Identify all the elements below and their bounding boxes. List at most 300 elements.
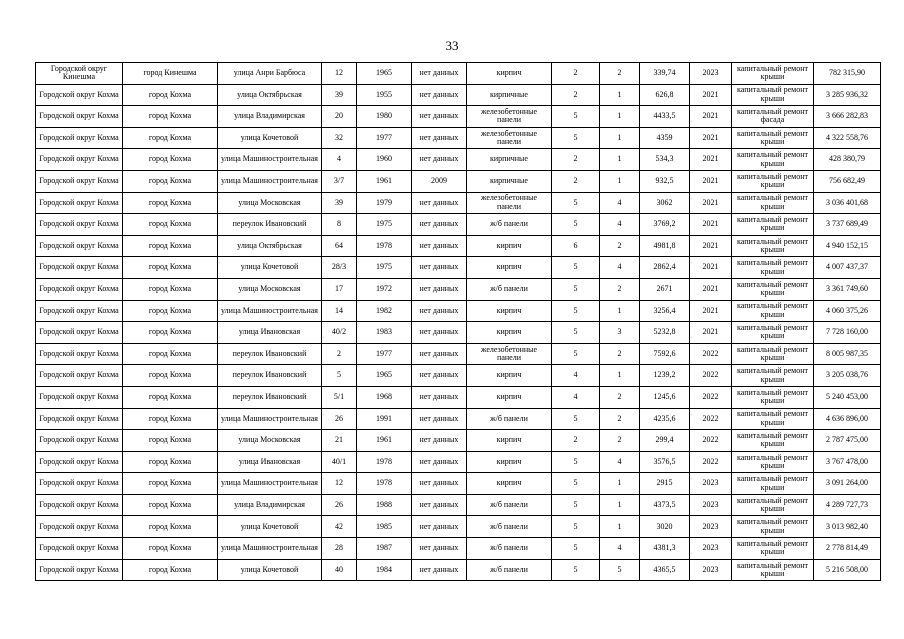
floors-cell: 5: [552, 127, 600, 149]
street-cell: улица Ивановская: [218, 451, 322, 473]
plan-year-cell: 2021: [690, 300, 732, 322]
municipality-cell: Городской округ Кинешма: [36, 63, 123, 85]
wall-material-cell: кирпич: [467, 365, 552, 387]
repair-type-cell: капитальный ремонт крыши: [732, 538, 814, 560]
locality-cell: город Кохма: [123, 386, 218, 408]
build-year-cell: 1977: [357, 127, 412, 149]
entrances-cell: 1: [600, 106, 640, 128]
locality-cell: город Кохма: [123, 408, 218, 430]
repair-type-cell: капитальный ремонт крыши: [732, 559, 814, 581]
house-number-cell: 28: [322, 538, 357, 560]
wall-material-cell: кирпичные: [467, 170, 552, 192]
area-cell: 4433,5: [640, 106, 690, 128]
area-cell: 4373,5: [640, 494, 690, 516]
cost-cell: 3 767 478,00: [814, 451, 881, 473]
street-cell: улица Анри Барбюса: [218, 63, 322, 85]
wall-material-cell: кирпич: [467, 322, 552, 344]
build-year-cell: 1961: [357, 170, 412, 192]
floors-cell: 4: [552, 386, 600, 408]
area-cell: 7592,6: [640, 343, 690, 365]
plan-year-cell: 2021: [690, 322, 732, 344]
house-number-cell: 8: [322, 214, 357, 236]
municipality-cell: Городской округ Кохма: [36, 473, 123, 495]
build-year-cell: 1984: [357, 559, 412, 581]
build-year-cell: 1972: [357, 278, 412, 300]
plan-year-cell: 2021: [690, 106, 732, 128]
entrances-cell: 2: [600, 63, 640, 85]
repair-type-cell: капитальный ремонт крыши: [732, 430, 814, 452]
cost-cell: 782 315,90: [814, 63, 881, 85]
wall-material-cell: кирпич: [467, 451, 552, 473]
entrances-cell: 2: [600, 235, 640, 257]
wall-material-cell: ж/б панели: [467, 494, 552, 516]
last-repair-year-cell: нет данных: [412, 127, 467, 149]
build-year-cell: 1975: [357, 257, 412, 279]
entrances-cell: 4: [600, 192, 640, 214]
area-cell: 1245,6: [640, 386, 690, 408]
plan-year-cell: 2021: [690, 257, 732, 279]
build-year-cell: 1977: [357, 343, 412, 365]
cost-cell: 3 013 982,40: [814, 516, 881, 538]
repair-type-cell: капитальный ремонт крыши: [732, 278, 814, 300]
area-cell: 2671: [640, 278, 690, 300]
floors-cell: 5: [552, 192, 600, 214]
wall-material-cell: кирпич: [467, 300, 552, 322]
locality-cell: город Кохма: [123, 365, 218, 387]
house-number-cell: 3/7: [322, 170, 357, 192]
last-repair-year-cell: нет данных: [412, 408, 467, 430]
street-cell: улица Владимирская: [218, 106, 322, 128]
house-number-cell: 40: [322, 559, 357, 581]
cost-cell: 3 091 264,00: [814, 473, 881, 495]
locality-cell: город Кохма: [123, 170, 218, 192]
area-cell: 4981,8: [640, 235, 690, 257]
cost-cell: 4 289 727,73: [814, 494, 881, 516]
build-year-cell: 1978: [357, 235, 412, 257]
house-number-cell: 5: [322, 365, 357, 387]
area-cell: 3020: [640, 516, 690, 538]
locality-cell: город Кохма: [123, 214, 218, 236]
house-number-cell: 21: [322, 430, 357, 452]
municipality-cell: Городской округ Кохма: [36, 516, 123, 538]
house-number-cell: 14: [322, 300, 357, 322]
table-row: [36, 235, 881, 257]
build-year-cell: 1991: [357, 408, 412, 430]
last-repair-year-cell: нет данных: [412, 430, 467, 452]
table-row: [36, 106, 881, 128]
repair-type-cell: капитальный ремонт крыши: [732, 343, 814, 365]
street-cell: улица Ивановская: [218, 322, 322, 344]
table-row: [36, 84, 881, 106]
municipality-cell: Городской округ Кохма: [36, 170, 123, 192]
municipality-cell: Городской округ Кохма: [36, 214, 123, 236]
last-repair-year-cell: нет данных: [412, 451, 467, 473]
locality-cell: город Кохма: [123, 106, 218, 128]
locality-cell: город Кохма: [123, 494, 218, 516]
table-row: [36, 451, 881, 473]
last-repair-year-cell: нет данных: [412, 214, 467, 236]
area-cell: 3062: [640, 192, 690, 214]
cost-cell: 5 216 508,00: [814, 559, 881, 581]
plan-year-cell: 2022: [690, 408, 732, 430]
repair-type-cell: капитальный ремонт крыши: [732, 494, 814, 516]
entrances-cell: 2: [600, 430, 640, 452]
house-number-cell: 26: [322, 494, 357, 516]
plan-year-cell: 2022: [690, 365, 732, 387]
locality-cell: город Кохма: [123, 278, 218, 300]
floors-cell: 2: [552, 430, 600, 452]
cost-cell: 4 060 375,26: [814, 300, 881, 322]
plan-year-cell: 2021: [690, 278, 732, 300]
area-cell: 3576,5: [640, 451, 690, 473]
wall-material-cell: кирпич: [467, 257, 552, 279]
floors-cell: 5: [552, 559, 600, 581]
locality-cell: город Кохма: [123, 451, 218, 473]
area-cell: 4365,5: [640, 559, 690, 581]
wall-material-cell: железобетонные панели: [467, 343, 552, 365]
floors-cell: 2: [552, 63, 600, 85]
wall-material-cell: ж/б панели: [467, 214, 552, 236]
table-row: [36, 170, 881, 192]
floors-cell: 6: [552, 235, 600, 257]
entrances-cell: 3: [600, 322, 640, 344]
street-cell: улица Кочетовой: [218, 127, 322, 149]
repair-type-cell: капитальный ремонт крыши: [732, 365, 814, 387]
last-repair-year-cell: нет данных: [412, 473, 467, 495]
wall-material-cell: ж/б панели: [467, 278, 552, 300]
floors-cell: 5: [552, 538, 600, 560]
entrances-cell: 2: [600, 408, 640, 430]
plan-year-cell: 2022: [690, 430, 732, 452]
locality-cell: город Кохма: [123, 257, 218, 279]
locality-cell: город Кохма: [123, 559, 218, 581]
build-year-cell: 1980: [357, 106, 412, 128]
house-number-cell: 26: [322, 408, 357, 430]
floors-cell: 4: [552, 365, 600, 387]
last-repair-year-cell: нет данных: [412, 559, 467, 581]
last-repair-year-cell: нет данных: [412, 386, 467, 408]
last-repair-year-cell: нет данных: [412, 235, 467, 257]
locality-cell: город Кохма: [123, 430, 218, 452]
cost-cell: 3 036 401,68: [814, 192, 881, 214]
municipality-cell: Городской округ Кохма: [36, 430, 123, 452]
municipality-cell: Городской округ Кохма: [36, 386, 123, 408]
plan-year-cell: 2023: [690, 559, 732, 581]
plan-year-cell: 2023: [690, 473, 732, 495]
cost-cell: 3 205 038,76: [814, 365, 881, 387]
last-repair-year-cell: нет данных: [412, 63, 467, 85]
area-cell: 626,8: [640, 84, 690, 106]
entrances-cell: 1: [600, 300, 640, 322]
house-number-cell: 5/1: [322, 386, 357, 408]
entrances-cell: 2: [600, 386, 640, 408]
repair-type-cell: капитальный ремонт крыши: [732, 214, 814, 236]
area-cell: 3256,4: [640, 300, 690, 322]
street-cell: улица Московская: [218, 192, 322, 214]
last-repair-year-cell: нет данных: [412, 278, 467, 300]
entrances-cell: 1: [600, 149, 640, 171]
street-cell: улица Владимирская: [218, 494, 322, 516]
house-number-cell: 40/1: [322, 451, 357, 473]
build-year-cell: 1987: [357, 538, 412, 560]
municipality-cell: Городской округ Кохма: [36, 451, 123, 473]
housing-repair-table: [35, 62, 881, 581]
entrances-cell: 5: [600, 559, 640, 581]
municipality-cell: Городской округ Кохма: [36, 192, 123, 214]
table-row: [36, 149, 881, 171]
entrances-cell: 1: [600, 170, 640, 192]
repair-type-cell: капитальный ремонт крыши: [732, 516, 814, 538]
municipality-cell: Городской округ Кохма: [36, 408, 123, 430]
house-number-cell: 40/2: [322, 322, 357, 344]
repair-type-cell: капитальный ремонт крыши: [732, 322, 814, 344]
municipality-cell: Городской округ Кохма: [36, 559, 123, 581]
table-row: [36, 559, 881, 581]
repair-type-cell: капитальный ремонт крыши: [732, 386, 814, 408]
entrances-cell: 1: [600, 473, 640, 495]
area-cell: 2915: [640, 473, 690, 495]
table-row: [36, 408, 881, 430]
build-year-cell: 1961: [357, 430, 412, 452]
street-cell: улица Машиностроительная: [218, 408, 322, 430]
street-cell: улица Октябрьская: [218, 235, 322, 257]
repair-type-cell: капитальный ремонт крыши: [732, 451, 814, 473]
plan-year-cell: 2021: [690, 127, 732, 149]
cost-cell: 3 737 689,49: [814, 214, 881, 236]
area-cell: 3769,2: [640, 214, 690, 236]
cost-cell: 4 940 152,15: [814, 235, 881, 257]
entrances-cell: 4: [600, 451, 640, 473]
table-row: [36, 516, 881, 538]
repair-type-cell: капитальный ремонт крыши: [732, 473, 814, 495]
table-row: [36, 365, 881, 387]
wall-material-cell: ж/б панели: [467, 538, 552, 560]
wall-material-cell: кирпич: [467, 386, 552, 408]
locality-cell: город Кохма: [123, 192, 218, 214]
municipality-cell: Городской округ Кохма: [36, 257, 123, 279]
table-row: [36, 127, 881, 149]
last-repair-year-cell: нет данных: [412, 84, 467, 106]
repair-type-cell: капитальный ремонт крыши: [732, 149, 814, 171]
locality-cell: город Кохма: [123, 538, 218, 560]
street-cell: улица Машиностроительная: [218, 149, 322, 171]
page-number: 33: [445, 38, 459, 53]
build-year-cell: 1982: [357, 300, 412, 322]
wall-material-cell: железобетонные панели: [467, 127, 552, 149]
municipality-cell: Городской округ Кохма: [36, 106, 123, 128]
plan-year-cell: 2023: [690, 538, 732, 560]
floors-cell: 5: [552, 343, 600, 365]
cost-cell: 4 322 558,76: [814, 127, 881, 149]
build-year-cell: 1979: [357, 192, 412, 214]
repair-type-cell: капитальный ремонт крыши: [732, 235, 814, 257]
table-body: [36, 63, 881, 581]
house-number-cell: 39: [322, 192, 357, 214]
cost-cell: 4 636 896,00: [814, 408, 881, 430]
house-number-cell: 28/3: [322, 257, 357, 279]
house-number-cell: 12: [322, 63, 357, 85]
table-row: [36, 473, 881, 495]
table-row: [36, 214, 881, 236]
last-repair-year-cell: нет данных: [412, 257, 467, 279]
entrances-cell: 1: [600, 127, 640, 149]
cost-cell: 8 005 987,35: [814, 343, 881, 365]
last-repair-year-cell: нет данных: [412, 494, 467, 516]
wall-material-cell: железобетонные панели: [467, 192, 552, 214]
last-repair-year-cell: 2009: [412, 170, 467, 192]
build-year-cell: 1985: [357, 516, 412, 538]
floors-cell: 5: [552, 278, 600, 300]
house-number-cell: 17: [322, 278, 357, 300]
area-cell: 4359: [640, 127, 690, 149]
plan-year-cell: 2021: [690, 192, 732, 214]
table-row: [36, 386, 881, 408]
street-cell: улица Машиностроительная: [218, 170, 322, 192]
entrances-cell: 2: [600, 343, 640, 365]
build-year-cell: 1965: [357, 365, 412, 387]
house-number-cell: 20: [322, 106, 357, 128]
cost-cell: 756 682,49: [814, 170, 881, 192]
municipality-cell: Городской округ Кохма: [36, 538, 123, 560]
entrances-cell: 1: [600, 365, 640, 387]
floors-cell: 5: [552, 322, 600, 344]
build-year-cell: 1975: [357, 214, 412, 236]
repair-type-cell: капитальный ремонт крыши: [732, 192, 814, 214]
area-cell: 2862,4: [640, 257, 690, 279]
floors-cell: 2: [552, 149, 600, 171]
locality-cell: город Кинешма: [123, 63, 218, 85]
street-cell: улица Кочетовой: [218, 257, 322, 279]
locality-cell: город Кохма: [123, 516, 218, 538]
house-number-cell: 4: [322, 149, 357, 171]
plan-year-cell: 2021: [690, 149, 732, 171]
locality-cell: город Кохма: [123, 322, 218, 344]
cost-cell: 3 285 936,32: [814, 84, 881, 106]
house-number-cell: 2: [322, 343, 357, 365]
floors-cell: 5: [552, 516, 600, 538]
repair-type-cell: капитальный ремонт крыши: [732, 300, 814, 322]
municipality-cell: Городской округ Кохма: [36, 149, 123, 171]
plan-year-cell: 2021: [690, 170, 732, 192]
entrances-cell: 4: [600, 214, 640, 236]
build-year-cell: 1955: [357, 84, 412, 106]
house-number-cell: 42: [322, 516, 357, 538]
house-number-cell: 32: [322, 127, 357, 149]
street-cell: улица Машиностроительная: [218, 538, 322, 560]
last-repair-year-cell: нет данных: [412, 322, 467, 344]
area-cell: 932,5: [640, 170, 690, 192]
area-cell: 1239,2: [640, 365, 690, 387]
floors-cell: 5: [552, 473, 600, 495]
last-repair-year-cell: нет данных: [412, 365, 467, 387]
wall-material-cell: ж/б панели: [467, 408, 552, 430]
locality-cell: город Кохма: [123, 473, 218, 495]
floors-cell: 5: [552, 214, 600, 236]
municipality-cell: Городской округ Кохма: [36, 278, 123, 300]
cost-cell: 5 240 453,00: [814, 386, 881, 408]
table-row: [36, 494, 881, 516]
entrances-cell: 4: [600, 538, 640, 560]
floors-cell: 5: [552, 494, 600, 516]
plan-year-cell: 2022: [690, 343, 732, 365]
repair-type-cell: капитальный ремонт крыши: [732, 257, 814, 279]
table-row: [36, 343, 881, 365]
repair-type-cell: капитальный ремонт крыши: [732, 63, 814, 85]
entrances-cell: 1: [600, 516, 640, 538]
municipality-cell: Городской округ Кохма: [36, 127, 123, 149]
street-cell: улица Московская: [218, 430, 322, 452]
wall-material-cell: железобетонные панели: [467, 106, 552, 128]
street-cell: улица Машиностроительная: [218, 473, 322, 495]
entrances-cell: 1: [600, 84, 640, 106]
entrances-cell: 2: [600, 278, 640, 300]
build-year-cell: 1968: [357, 386, 412, 408]
street-cell: улица Кочетовой: [218, 559, 322, 581]
locality-cell: город Кохма: [123, 300, 218, 322]
floors-cell: 2: [552, 170, 600, 192]
wall-material-cell: кирпич: [467, 473, 552, 495]
area-cell: 299,4: [640, 430, 690, 452]
locality-cell: город Кохма: [123, 235, 218, 257]
municipality-cell: Городской округ Кохма: [36, 365, 123, 387]
area-cell: 4381,3: [640, 538, 690, 560]
build-year-cell: 1965: [357, 63, 412, 85]
street-cell: переулок Ивановский: [218, 343, 322, 365]
cost-cell: 428 380,79: [814, 149, 881, 171]
table-row: [36, 300, 881, 322]
last-repair-year-cell: нет данных: [412, 149, 467, 171]
locality-cell: город Кохма: [123, 127, 218, 149]
municipality-cell: Городской округ Кохма: [36, 494, 123, 516]
municipality-cell: Городской округ Кохма: [36, 235, 123, 257]
build-year-cell: 1978: [357, 451, 412, 473]
floors-cell: 5: [552, 451, 600, 473]
plan-year-cell: 2022: [690, 386, 732, 408]
area-cell: 534,3: [640, 149, 690, 171]
table-row: [36, 538, 881, 560]
plan-year-cell: 2023: [690, 63, 732, 85]
wall-material-cell: ж/б панели: [467, 516, 552, 538]
area-cell: 5232,8: [640, 322, 690, 344]
table-row: [36, 322, 881, 344]
house-number-cell: 39: [322, 84, 357, 106]
floors-cell: 5: [552, 300, 600, 322]
street-cell: улица Московская: [218, 278, 322, 300]
build-year-cell: 1983: [357, 322, 412, 344]
street-cell: переулок Ивановский: [218, 214, 322, 236]
plan-year-cell: 2021: [690, 84, 732, 106]
last-repair-year-cell: нет данных: [412, 106, 467, 128]
house-number-cell: 64: [322, 235, 357, 257]
municipality-cell: Городской округ Кохма: [36, 84, 123, 106]
wall-material-cell: кирпич: [467, 63, 552, 85]
area-cell: 339,74: [640, 63, 690, 85]
floors-cell: 2: [552, 84, 600, 106]
area-cell: 4235,6: [640, 408, 690, 430]
build-year-cell: 1978: [357, 473, 412, 495]
repair-type-cell: капитальный ремонт крыши: [732, 408, 814, 430]
last-repair-year-cell: нет данных: [412, 538, 467, 560]
plan-year-cell: 2021: [690, 235, 732, 257]
last-repair-year-cell: нет данных: [412, 516, 467, 538]
wall-material-cell: ж/б панели: [467, 559, 552, 581]
wall-material-cell: кирпичные: [467, 84, 552, 106]
locality-cell: город Кохма: [123, 84, 218, 106]
plan-year-cell: 2023: [690, 516, 732, 538]
cost-cell: 4 007 437,37: [814, 257, 881, 279]
cost-cell: 3 666 282,83: [814, 106, 881, 128]
last-repair-year-cell: нет данных: [412, 192, 467, 214]
